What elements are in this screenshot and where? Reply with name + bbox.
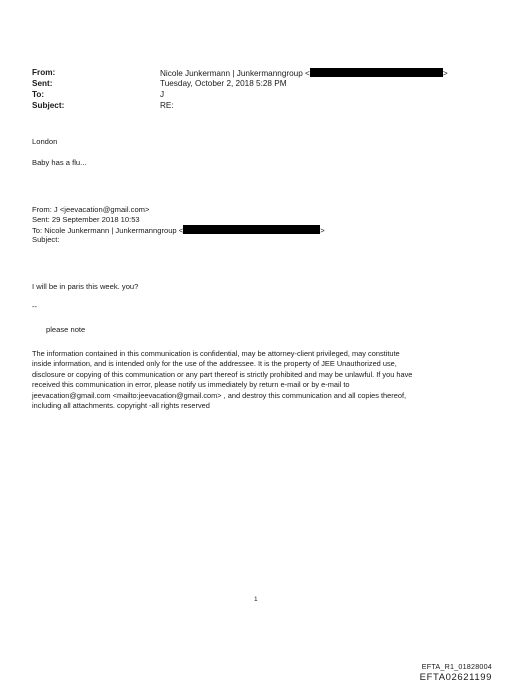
bates-stamp-secondary: EFTA02621199 (419, 672, 492, 683)
to-label: To: (32, 90, 45, 99)
from-value (160, 68, 448, 79)
disclaimer-line: received this communication in error, please notify us immediately by return e-mail or by e-mail to (32, 380, 350, 390)
quoted-separator: -- (32, 302, 38, 311)
header-sent-row (32, 79, 472, 89)
sent-label: Sent: (32, 79, 53, 88)
subject-label: Subject: (32, 101, 65, 110)
page-number: 1 (254, 596, 258, 603)
quoted-to (32, 225, 325, 236)
disclaimer-line: including all attachments. copyright -all rights reserved (32, 401, 210, 411)
redaction-box (183, 225, 320, 234)
bates-stamp-primary: EFTA_R1_01828004 (421, 662, 492, 671)
from-sender: Nicole Junkermann | Junkermanngroup < (160, 69, 310, 78)
header-from-row (32, 68, 472, 78)
quoted-from: From: J <jeevacation@gmail.com> (32, 205, 150, 214)
header-to-row (32, 90, 472, 100)
header-subject-row (32, 101, 472, 111)
quoted-to-suffix: > (320, 226, 325, 235)
to-value: J (160, 90, 165, 99)
quoted-to-text: To: Nicole Junkermann | Junkermanngroup < (32, 226, 184, 235)
disclaimer-line: inside information, and is intended only for the use of the addressee. It is the property of JEE Unauthorized use, (32, 359, 397, 369)
body-line-baby: Baby has a flu... (32, 158, 87, 167)
quoted-subject: Subject: (32, 235, 60, 244)
from-label: From: (32, 68, 56, 77)
body-line-london: London (32, 137, 58, 146)
subject-value: RE: (160, 101, 174, 110)
disclaimer-paragraph (32, 349, 452, 411)
please-note: please note (46, 325, 86, 334)
disclaimer-line: The information contained in this communication is confidential, may be attorney-client privileged, may constitute (32, 349, 400, 358)
quoted-sent: Sent: 29 September 2018 10:53 (32, 215, 140, 224)
disclaimer-line: disclosure or copying of this communication or any part thereof is strictly prohibited and may be unlawful. If you have (32, 369, 413, 379)
disclaimer-line: jeevacation@gmail.com <mailto:jeevacation@gmail.com> , and destroy this communication and all copies thereof, (32, 390, 407, 400)
from-suffix: > (442, 69, 448, 78)
quoted-message: I will be in paris this week. you? (32, 282, 139, 291)
redaction-box (310, 68, 443, 77)
sent-value: Tuesday, October 2, 2018 5:28 PM (160, 79, 287, 88)
